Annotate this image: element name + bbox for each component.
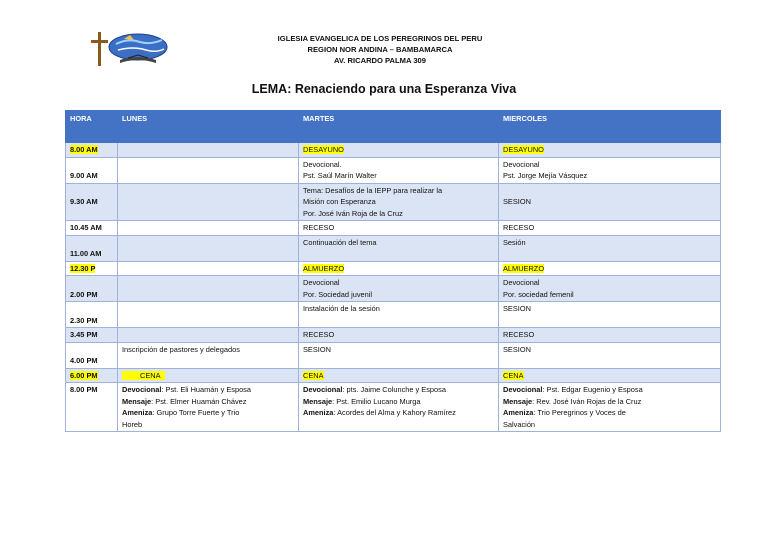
table-row bbox=[66, 157, 721, 183]
lunes-cell bbox=[118, 328, 299, 343]
hora-cell: 4.00 PM bbox=[66, 342, 118, 368]
miercoles-cell: Sesión bbox=[499, 235, 721, 261]
hora-cell: 6.00 PM bbox=[66, 368, 118, 383]
church-address: AV. RICARDO PALMA 309 bbox=[334, 56, 426, 65]
hora-cell: 8.00 AM bbox=[66, 143, 118, 158]
lunes-cell: CENA bbox=[118, 368, 299, 383]
table-row bbox=[66, 276, 721, 302]
lunes-cell: Devocional: Pst. Eli Huamán y Esposa Mensaje: Pst. Elmer Huamán Chávez Ameniza: Grupo Torre Fuerte y Trio Horeb bbox=[118, 383, 299, 432]
lunes-cell bbox=[118, 221, 299, 236]
martes-cell: CENA bbox=[299, 368, 499, 383]
miercoles-cell: RECESO bbox=[499, 221, 721, 236]
lema-title: LEMA: Renaciendo para una Esperanza Viva bbox=[251, 82, 517, 96]
table-header-row bbox=[66, 111, 721, 143]
lunes-cell bbox=[118, 302, 299, 328]
col-header-martes: MARTES bbox=[299, 111, 499, 143]
lunes-cell bbox=[118, 261, 299, 276]
col-header-miercoles: MIERCOLES bbox=[499, 111, 721, 143]
miercoles-cell: DESAYUNO bbox=[499, 143, 721, 158]
martes-cell: Continuación del tema bbox=[299, 235, 499, 261]
martes-cell: SESION bbox=[299, 342, 499, 368]
martes-cell: Tema: Desafíos de la IEPP para realizar la Misión con Esperanza Por. José Iván Roja de la Cruz bbox=[299, 183, 499, 221]
table-row bbox=[66, 143, 721, 158]
martes-cell: ALMUERZO bbox=[299, 261, 499, 276]
table-row bbox=[66, 342, 721, 368]
col-header-lunes: LUNES bbox=[118, 111, 299, 143]
lunes-cell bbox=[118, 235, 299, 261]
lunes-cell bbox=[118, 143, 299, 158]
martes-cell: RECESO bbox=[299, 221, 499, 236]
miercoles-cell: CENA bbox=[499, 368, 721, 383]
miercoles-cell: SESION bbox=[499, 302, 721, 328]
table-row bbox=[66, 368, 721, 383]
hora-cell: 12.30 P bbox=[66, 261, 118, 276]
table-row bbox=[66, 383, 721, 432]
table-row bbox=[66, 261, 721, 276]
hora-cell: 10.45 AM bbox=[66, 221, 118, 236]
lunes-cell bbox=[118, 157, 299, 183]
martes-cell: Devocional Por. Sociedad juvenil bbox=[299, 276, 499, 302]
miercoles-cell: Devocional Pst. Jorge Mejía Vásquez bbox=[499, 157, 721, 183]
cross-and-globe-logo-icon bbox=[88, 30, 172, 68]
hora-cell: 2.00 PM bbox=[66, 276, 118, 302]
miercoles-cell: SESION bbox=[499, 183, 721, 221]
martes-cell: DESAYUNO bbox=[299, 143, 499, 158]
hora-cell: 2.30 PM bbox=[66, 302, 118, 328]
hora-cell: 3.45 PM bbox=[66, 328, 118, 343]
church-logo bbox=[88, 30, 172, 68]
miercoles-cell: Devocional Por. sociedad femenil bbox=[499, 276, 721, 302]
table-row bbox=[66, 302, 721, 328]
church-header bbox=[230, 33, 530, 66]
table-row bbox=[66, 183, 721, 221]
martes-cell: Devocional. Pst. Saúl Marín Walter bbox=[299, 157, 499, 183]
martes-cell: Devocional: pts. Jaime Colunche y Esposa Mensaje: Pst. Emilio Lucano Murga Ameniza: Acordes del Alma y Kahory Ramírez bbox=[299, 383, 499, 432]
table-row bbox=[66, 328, 721, 343]
col-header-hora: HORA bbox=[66, 111, 118, 143]
hora-cell: 9.00 AM bbox=[66, 157, 118, 183]
hora-cell: 11.00 AM bbox=[66, 235, 118, 261]
schedule-table bbox=[65, 110, 721, 432]
table-row bbox=[66, 221, 721, 236]
church-name: IGLESIA EVANGELICA DE LOS PEREGRINOS DEL PERU bbox=[277, 34, 483, 43]
miercoles-cell: SESION bbox=[499, 342, 721, 368]
lunes-cell bbox=[118, 183, 299, 221]
hora-cell: 8.00 PM bbox=[66, 383, 118, 432]
lunes-cell: Inscripción de pastores y delegados bbox=[118, 342, 299, 368]
region-name: REGION NOR ANDINA – BAMBAMARCA bbox=[307, 45, 453, 54]
miercoles-cell: RECESO bbox=[499, 328, 721, 343]
hora-cell: 9.30 AM bbox=[66, 183, 118, 221]
miercoles-cell: ALMUERZO bbox=[499, 261, 721, 276]
martes-cell: RECESO bbox=[299, 328, 499, 343]
lunes-cell bbox=[118, 276, 299, 302]
martes-cell: Instalación de la sesión bbox=[299, 302, 499, 328]
table-row bbox=[66, 235, 721, 261]
miercoles-cell: Devocional: Pst. Edgar Eugenio y Esposa Mensaje: Rev. José Iván Rojas de la Cruz Ameniza: Trio Peregrinos y Voces de Salvación bbox=[499, 383, 721, 432]
